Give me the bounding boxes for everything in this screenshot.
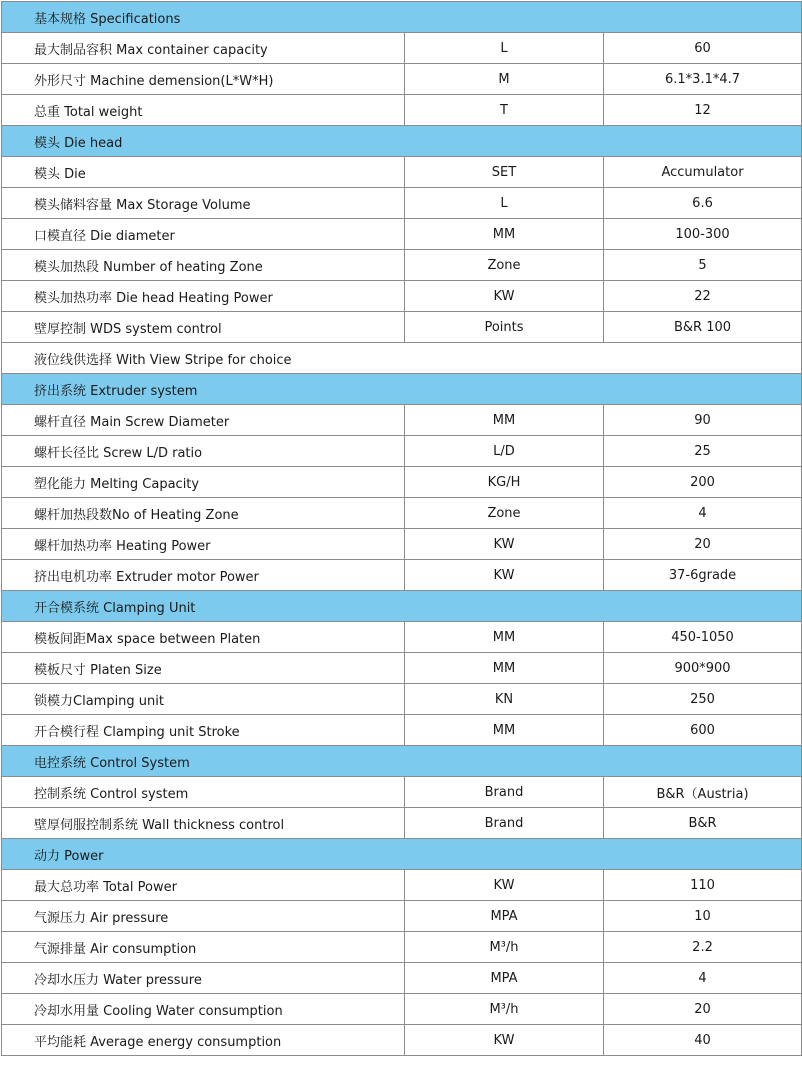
param-name: 控制系统 Control system [2,777,405,808]
param-name: 螺杆加热功率 Heating Power [2,529,405,560]
param-unit: L [405,188,604,219]
table-row [2,777,802,808]
table-row [2,963,802,994]
param-unit: MM [405,622,604,653]
param-unit: KW [405,870,604,901]
table-row [2,343,802,374]
table-row [2,684,802,715]
param-unit: Zone [405,250,604,281]
param-unit: T [405,95,604,126]
param-value: 6.1*3.1*4.7 [604,64,802,95]
param-value: 25 [604,436,802,467]
section-header [2,374,802,405]
param-name: 壁厚控制 WDS system control [2,312,405,343]
param-value: 5 [604,250,802,281]
param-name: 外形尺寸 Machine demension(L*W*H) [2,64,405,95]
table-row [2,870,802,901]
table-row [2,436,802,467]
table-row [2,281,802,312]
param-unit: MM [405,405,604,436]
param-name: 总重 Total weight [2,95,405,126]
param-value: 600 [604,715,802,746]
param-unit: MPA [405,901,604,932]
table-row [2,219,802,250]
param-name: 冷却水用量 Cooling Water consumption [2,994,405,1025]
table-row [2,498,802,529]
param-value: B&R（Austria) [604,777,802,808]
table-row [2,33,802,64]
param-value: 110 [604,870,802,901]
section-header [2,746,802,777]
section-header [2,591,802,622]
spec-table [1,1,802,1056]
param-name: 模头储料容量 Max Storage Volume [2,188,405,219]
param-value: 2.2 [604,932,802,963]
section-header [2,126,802,157]
param-value: 4 [604,963,802,994]
section-title: 模头 Die head [2,126,802,157]
param-unit: M³/h [405,994,604,1025]
param-name: 液位线供选择 With View Stripe for choice [2,343,802,374]
param-name: 螺杆直径 Main Screw Diameter [2,405,405,436]
param-value: 6.6 [604,188,802,219]
section-title: 开合模系统 Clamping Unit [2,591,802,622]
table-row [2,250,802,281]
table-row [2,901,802,932]
param-value: 450-1050 [604,622,802,653]
param-value: 20 [604,529,802,560]
param-name: 口模直径 Die diameter [2,219,405,250]
section-header [2,839,802,870]
param-name: 平均能耗 Average energy consumption [2,1025,405,1056]
param-unit: MM [405,219,604,250]
param-unit: KW [405,1025,604,1056]
table-row [2,560,802,591]
section-header [2,2,802,33]
section-title: 动力 Power [2,839,802,870]
table-row [2,467,802,498]
param-name: 开合模行程 Clamping unit Stroke [2,715,405,746]
param-unit: Zone [405,498,604,529]
param-value: 40 [604,1025,802,1056]
table-row [2,808,802,839]
param-name: 螺杆长径比 Screw L/D ratio [2,436,405,467]
param-name: 最大制品容积 Max container capacity [2,33,405,64]
param-unit: MM [405,715,604,746]
table-row [2,1025,802,1056]
param-name: 气源排量 Air consumption [2,932,405,963]
table-row [2,932,802,963]
table-row [2,405,802,436]
table-row [2,157,802,188]
param-value: 90 [604,405,802,436]
param-value: 250 [604,684,802,715]
param-value: 10 [604,901,802,932]
param-name: 模板尺寸 Platen Size [2,653,405,684]
param-name: 挤出电机功率 Extruder motor Power [2,560,405,591]
param-unit: Brand [405,777,604,808]
table-row [2,994,802,1025]
param-value: 37-6grade [604,560,802,591]
spec-table-body [2,2,802,1056]
param-unit: KN [405,684,604,715]
param-value: 60 [604,33,802,64]
param-unit: KW [405,529,604,560]
param-value: 22 [604,281,802,312]
section-title: 基本规格 Specifications [2,2,802,33]
param-unit: MPA [405,963,604,994]
param-unit: Brand [405,808,604,839]
param-name: 模头加热段 Number of heating Zone [2,250,405,281]
param-value: B&R 100 [604,312,802,343]
param-name: 模头 Die [2,157,405,188]
param-value: Accumulator [604,157,802,188]
table-row [2,653,802,684]
param-unit: MM [405,653,604,684]
param-name: 塑化能力 Melting Capacity [2,467,405,498]
table-row [2,622,802,653]
param-name: 壁厚伺服控制系统 Wall thickness control [2,808,405,839]
section-title: 挤出系统 Extruder system [2,374,802,405]
param-value: 900*900 [604,653,802,684]
param-unit: L/D [405,436,604,467]
param-unit: Points [405,312,604,343]
param-name: 模头加热功率 Die head Heating Power [2,281,405,312]
param-unit: L [405,33,604,64]
param-value: 200 [604,467,802,498]
table-row [2,312,802,343]
param-name: 螺杆加热段数No of Heating Zone [2,498,405,529]
param-name: 冷却水压力 Water pressure [2,963,405,994]
section-title: 电控系统 Control System [2,746,802,777]
table-row [2,64,802,95]
param-value: B&R [604,808,802,839]
table-row [2,529,802,560]
param-name: 气源压力 Air pressure [2,901,405,932]
param-value: 4 [604,498,802,529]
param-unit: SET [405,157,604,188]
param-value: 100-300 [604,219,802,250]
param-unit: M³/h [405,932,604,963]
param-value: 20 [604,994,802,1025]
table-row [2,188,802,219]
param-name: 模板间距Max space between Platen [2,622,405,653]
table-row [2,95,802,126]
param-value: 12 [604,95,802,126]
param-unit: KW [405,560,604,591]
table-row [2,715,802,746]
param-name: 锁模力Clamping unit [2,684,405,715]
param-name: 最大总功率 Total Power [2,870,405,901]
param-unit: KW [405,281,604,312]
param-unit: M [405,64,604,95]
param-unit: KG/H [405,467,604,498]
